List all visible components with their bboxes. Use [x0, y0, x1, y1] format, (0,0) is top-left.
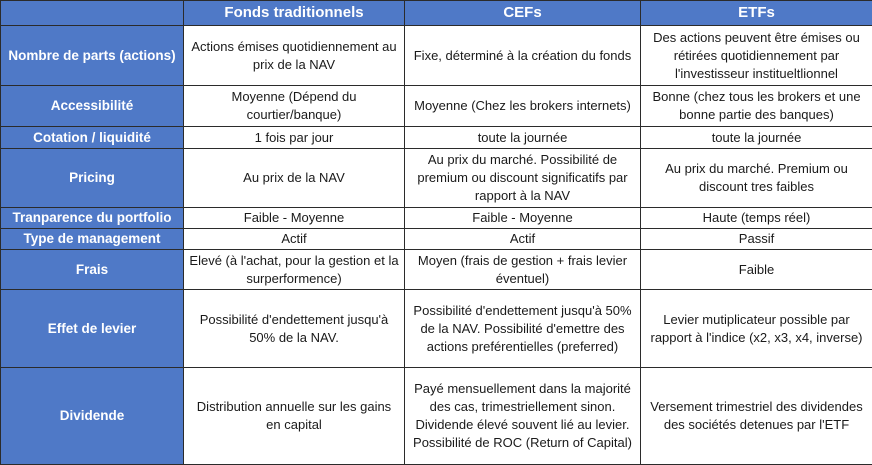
- header-fonds-traditionnels: Fonds traditionnels: [184, 1, 405, 26]
- cell-etfs: Levier mutiplicateur possible par rapport à l'indice (x2, x3, x4, inverse): [641, 290, 872, 368]
- row-label-accessibilite: Accessibilité: [1, 86, 184, 127]
- cell-etfs: Passif: [641, 229, 872, 250]
- table-row: [1, 368, 872, 465]
- cell-cefs: Au prix du marché. Possibilité de premium ou discount significatifs par rapport à la NAV: [405, 149, 641, 208]
- cell-fonds-traditionnels: Actions émises quotidiennement au prix de la NAV: [184, 26, 405, 86]
- cell-cefs: Moyenne (Chez les brokers internets): [405, 86, 641, 127]
- cell-fonds-traditionnels: Elevé (à l'achat, pour la gestion et la surperformence): [184, 250, 405, 290]
- table-row: [1, 208, 872, 229]
- row-label-type-de-management: Type de management: [1, 229, 184, 250]
- cell-fonds-traditionnels: Possibilité d'endettement jusqu'à 50% de la NAV.: [184, 290, 405, 368]
- row-label-transparence: Tranparence du portfolio: [1, 208, 184, 229]
- table-row: [1, 86, 872, 127]
- cell-etfs: Bonne (chez tous les brokers et une bonne partie des banques): [641, 86, 872, 127]
- cell-cefs: Moyen (frais de gestion + frais levier éventuel): [405, 250, 641, 290]
- header-row: [1, 1, 872, 26]
- row-label-frais: Frais: [1, 250, 184, 290]
- cell-fonds-traditionnels: Distribution annuelle sur les gains en capital: [184, 368, 405, 465]
- cell-cefs: toute la journée: [405, 127, 641, 149]
- cell-cefs: Fixe, déterminé à la création du fonds: [405, 26, 641, 86]
- cell-etfs: Des actions peuvent être émises ou rétirées quotidiennement par l'investisseur institueltlionnel: [641, 26, 872, 86]
- row-label-cotation-liquidite: Cotation / liquidité: [1, 127, 184, 149]
- table-row: [1, 229, 872, 250]
- cell-cefs: Possibilité d'endettement jusqu'à 50% de la NAV. Possibilité d'emettre des actions preférentielles (preferred): [405, 290, 641, 368]
- cell-fonds-traditionnels: Moyenne (Dépend du courtier/banque): [184, 86, 405, 127]
- row-label-dividende: Dividende: [1, 368, 184, 465]
- cell-etfs: Faible: [641, 250, 872, 290]
- cell-fonds-traditionnels: Au prix de la NAV: [184, 149, 405, 208]
- row-label-pricing: Pricing: [1, 149, 184, 208]
- cell-fonds-traditionnels: 1 fois par jour: [184, 127, 405, 149]
- table-row: [1, 127, 872, 149]
- cell-cefs: Faible - Moyenne: [405, 208, 641, 229]
- header-cefs: CEFs: [405, 1, 641, 26]
- header-corner: [1, 1, 184, 26]
- row-label-nombre-de-parts: Nombre de parts (actions): [1, 26, 184, 86]
- cell-cefs: Payé mensuellement dans la majorité des cas, trimestriellement sinon. Dividende élevé souvent lié au levier. Possibilité de ROC (Return of Capital): [405, 368, 641, 465]
- table-row: [1, 250, 872, 290]
- table-row: [1, 26, 872, 86]
- cell-etfs: Haute (temps réel): [641, 208, 872, 229]
- table-row: [1, 149, 872, 208]
- header-etfs: ETFs: [641, 1, 872, 26]
- cell-etfs: Versement trimestriel des dividendes des sociétés detenues par l'ETF: [641, 368, 872, 465]
- cell-etfs: Au prix du marché. Premium ou discount tres faibles: [641, 149, 872, 208]
- cell-cefs: Actif: [405, 229, 641, 250]
- row-label-effet-de-levier: Effet de levier: [1, 290, 184, 368]
- cell-fonds-traditionnels: Faible - Moyenne: [184, 208, 405, 229]
- cell-etfs: toute la journée: [641, 127, 872, 149]
- table-row: [1, 290, 872, 368]
- cell-fonds-traditionnels: Actif: [184, 229, 405, 250]
